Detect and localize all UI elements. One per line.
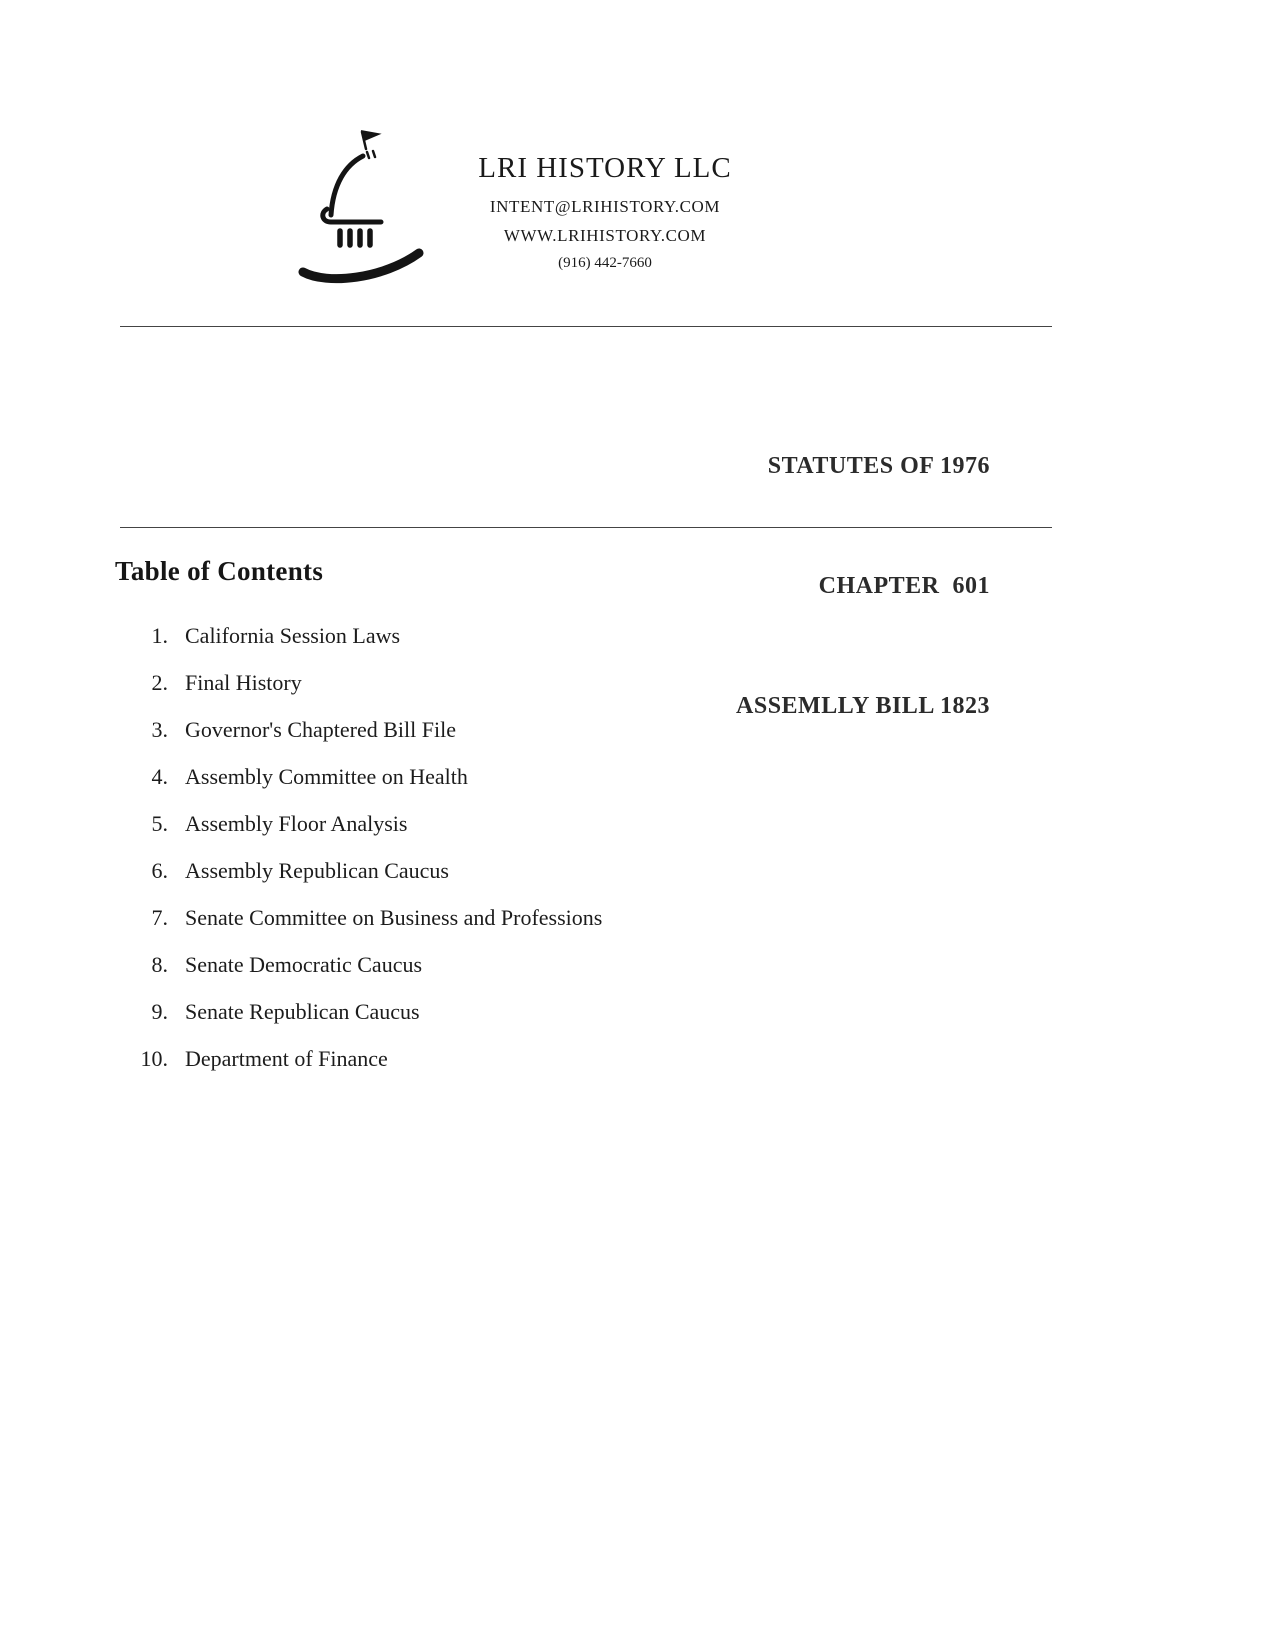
bill-reference [736,366,990,806]
toc-item-number: 8. [151,952,168,977]
letterhead [440,152,770,272]
toc-item [110,1045,602,1073]
toc-title: Table of Contents [115,556,324,586]
company-phone: (916) 442-7660 [558,255,652,271]
toc-item-number: 7. [151,905,168,930]
divider-top [120,326,1052,327]
chapter-line: CHAPTER 601 [818,573,990,599]
toc-item-label: Governor's Chaptered Bill File [185,717,456,742]
toc-item-label: Department of Finance [185,1046,388,1071]
toc-item [110,622,602,650]
statutes-line: STATUTES OF 1976 [767,453,990,479]
toc-item [110,810,602,838]
bill-line: ASSEMLLY BILL 1823 [736,693,990,719]
toc-item-number: 3. [151,717,168,742]
toc-item [110,857,602,885]
toc-item-label: Assembly Republican Caucus [185,858,449,883]
toc-item-number: 9. [151,999,168,1024]
toc-item [110,998,602,1026]
toc-item-label: Final History [185,670,302,695]
toc-item [110,716,602,744]
toc-item [110,669,602,697]
toc-item [110,951,602,979]
capitol-dome-icon [295,125,440,290]
toc-item [110,904,602,932]
toc-item-number: 1. [151,623,168,648]
toc-item-number: 10. [140,1046,168,1071]
toc-list [110,622,602,1092]
toc-item [110,763,602,791]
toc-item-number: 4. [151,764,168,789]
toc-item-label: Senate Democratic Caucus [185,952,423,977]
toc-item-number: 2. [151,670,168,695]
toc-item-number: 6. [151,858,168,883]
toc-item-label: California Session Laws [185,623,401,648]
toc-item-label: Senate Committee on Business and Professions [185,905,603,930]
company-website: WWW.LRIHISTORY.COM [503,226,707,245]
company-name: LRI HISTORY LLC [478,152,732,184]
toc-item-label: Assembly Floor Analysis [185,811,408,836]
capitol-dome-logo [295,125,440,290]
toc-item-label: Assembly Committee on Health [185,764,468,789]
toc-item-label: Senate Republican Caucus [185,999,420,1024]
toc-item-number: 5. [151,811,168,836]
company-email: INTENT@LRIHISTORY.COM [489,197,721,216]
